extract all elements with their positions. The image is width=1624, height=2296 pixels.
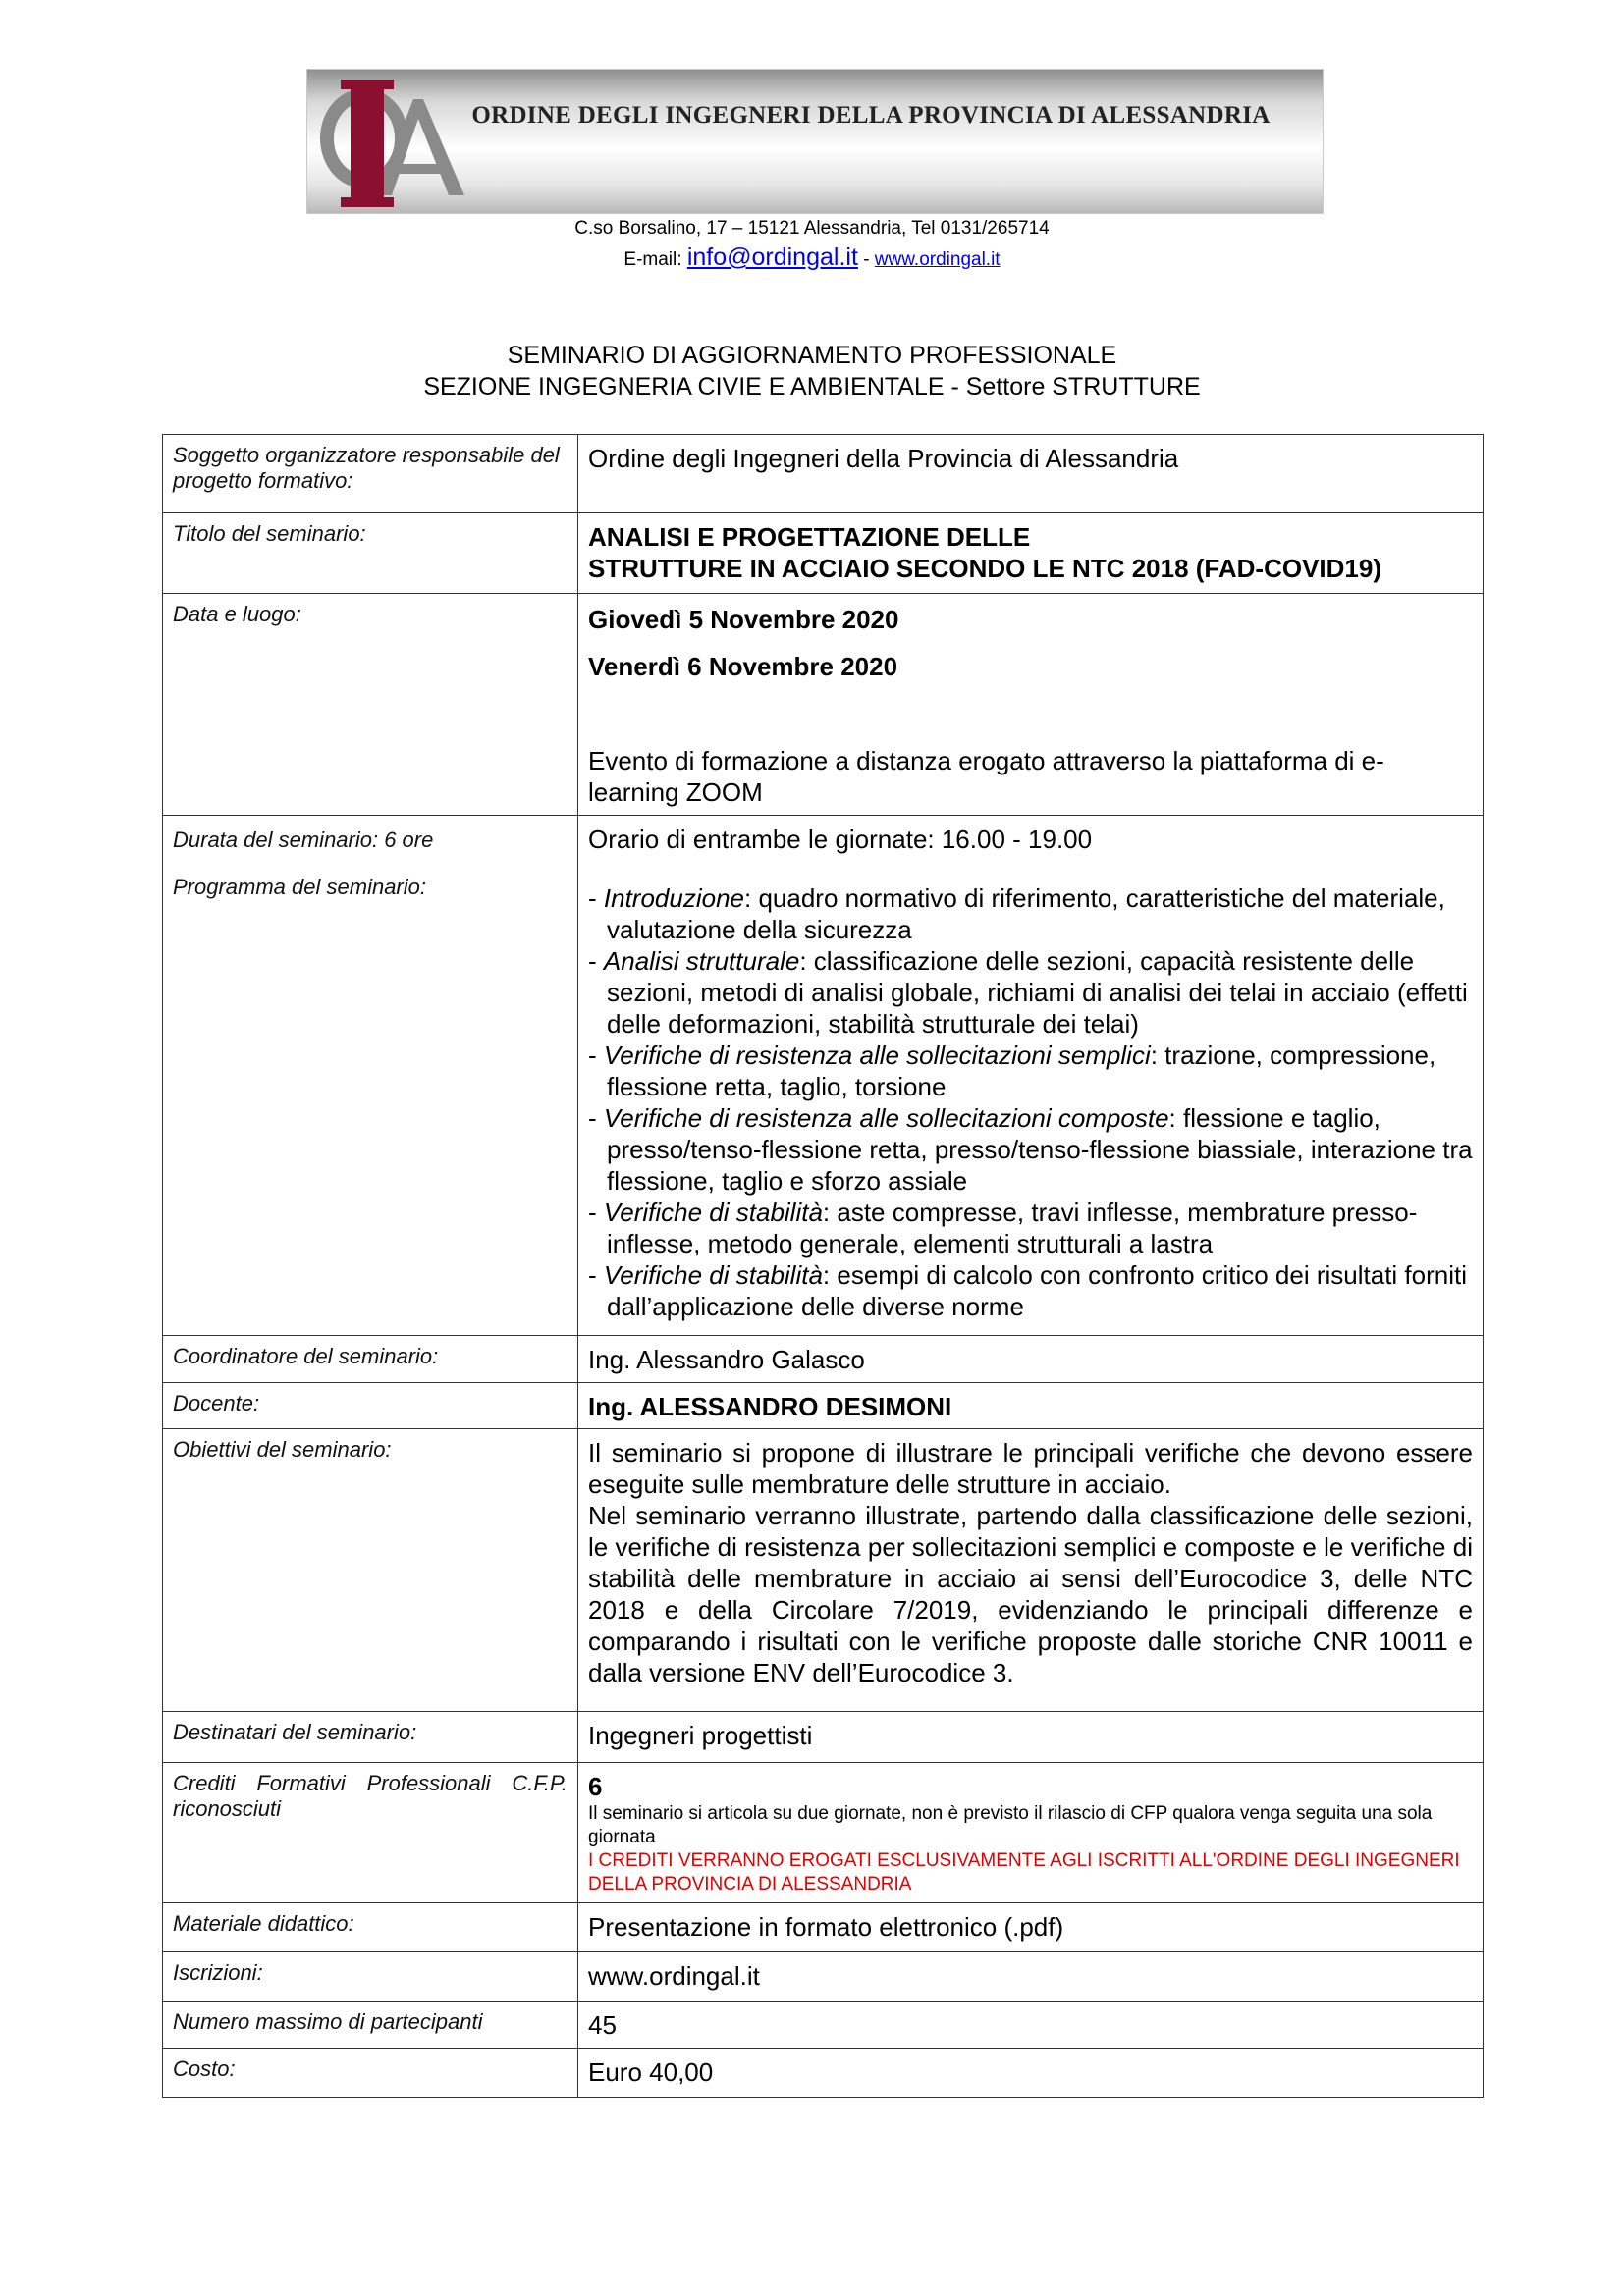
row-label: Coordinatore del seminario: [163, 1336, 578, 1383]
date-second: Venerdì 6 Novembre 2020 [588, 652, 898, 681]
row-label: Destinatari del seminario: [163, 1712, 578, 1763]
objectives-paragraph: Il seminario si propone di illustrare le principali verifiche che devono essere eseguite sulle membrature delle strutture in acciaio. [588, 1438, 1473, 1499]
row-label: Data e luogo: [163, 594, 578, 816]
row-label: Iscrizioni: [163, 1952, 578, 2002]
table-row [163, 435, 1484, 513]
audience-value: Ingegneri progettisti [578, 1712, 1484, 1763]
row-label: Soggetto organizzatore responsabile del progetto formativo: [163, 435, 578, 513]
program-desc: : quadro normativo di riferimento, caratteristiche del materiale, valutazione della sicurezza [607, 883, 1445, 944]
program-topic: Analisi strutturale [603, 946, 800, 976]
max-participants-value: 45 [578, 2002, 1484, 2049]
table-row [163, 1903, 1484, 1952]
contact-line [0, 243, 1624, 272]
date-place [578, 594, 1484, 816]
table-row [163, 1712, 1484, 1763]
event-note: Evento di formazione a distanza erogato attraverso la piattaforma di e-learning ZOOM [588, 746, 1384, 807]
program-topic: Introduzione [603, 883, 744, 913]
table-row [163, 1336, 1484, 1383]
organizer-value: Ordine degli Ingegneri della Provincia di Alessandria [578, 435, 1484, 513]
program-desc: : trazione, compressione, flessione retta, taglio, torsione [607, 1041, 1436, 1101]
material-value: Presentazione in formato elettronico (.pdf) [578, 1903, 1484, 1952]
table-row [163, 1763, 1484, 1903]
program-desc: : flessione e taglio, presso/tenso-flessione retta, presso/tenso-flessione biassiale, interazione tra flessione, taglio e sforzo assiale [607, 1103, 1473, 1196]
schedule: Orario di entrambe le giornate: 16.00 - 19.00 [588, 825, 1093, 854]
website-link[interactable]: www.ordingal.it [874, 249, 1001, 270]
order-logo-icon [307, 70, 494, 214]
credits-warning: I CREDITI VERRANNO EROGATI ESCLUSIVAMENTE AGLI ISCRITTI ALL'ORDINE DEGLI INGEGNERI DELLA PROVINCIA DI ALESSANDRIA [588, 1850, 1460, 1895]
credits-value: 6 [588, 1772, 603, 1801]
title-line: ANALISI E PROGETTAZIONE DELLE [588, 522, 1031, 552]
row-label: Crediti Formativi Professionali C.F.P. riconosciuti [163, 1763, 578, 1903]
seminar-info-table [162, 434, 1484, 2098]
banner-title: ORDINE DEGLI INGEGNERI DELLA PROVINCIA DI ALESSANDRIA [471, 102, 1271, 129]
row-label: Costo: [163, 2049, 578, 2098]
duration-label: Durata del seminario: 6 ore [173, 828, 434, 852]
program-cell [578, 816, 1484, 1336]
list-item: - Verifiche di resistenza alle sollecitazioni semplici: trazione, compressione, flessione retta, taglio, torsione [588, 1041, 1436, 1101]
separator: - [863, 249, 870, 270]
table-row [163, 594, 1484, 816]
row-label: Numero massimo di partecipanti [163, 2002, 578, 2049]
section-heading: SEZIONE INGEGNERIA CIVIE E AMBIENTALE - Settore STRUTTURE [423, 373, 1201, 400]
table-row [163, 1429, 1484, 1712]
header-banner [306, 69, 1324, 214]
row-label: Obiettivi del seminario: [163, 1429, 578, 1712]
address-line: C.so Borsalino, 17 – 15121 Alessandria, Tel 0131/265714 [574, 218, 1050, 239]
program-label-cell [163, 816, 578, 1336]
objectives-paragraph: Nel seminario verranno illustrate, partendo dalla classificazione delle sezioni, le verifiche di resistenza per sollecitazioni semplici e composte e le verifiche di stabilità delle membrature in acciaio ai sensi dell’Eurocodice 3, delle NTC 2018 e della Circolare 7/2019, evidenziando le principali differenze e comparando i risultati con le verifiche proposte dalle storiche CNR 10011 e dalla versione ENV dell’Eurocodice 3. [588, 1501, 1473, 1687]
row-label: Materiale didattico: [163, 1903, 578, 1952]
program-list [588, 882, 1473, 1322]
email-prefix: E-mail: [623, 249, 682, 270]
objectives-cell [578, 1429, 1484, 1712]
date-first: Giovedì 5 Novembre 2020 [588, 605, 899, 634]
list-item: - Analisi strutturale: classificazione delle sezioni, capacità resistente delle sezioni, metodi di analisi globale, richiami di analisi dei telai in acciaio (effetti delle deformazioni, stabilità strutturale dei telai) [588, 946, 1468, 1039]
program-label: Programma del seminario: [173, 875, 426, 899]
seminar-heading: SEMINARIO DI AGGIORNAMENTO PROFESSIONALE [507, 342, 1117, 369]
table-row [163, 2002, 1484, 2049]
row-label: Docente: [163, 1383, 578, 1429]
table-row [163, 2049, 1484, 2098]
table-row [163, 1383, 1484, 1429]
program-desc: : classificazione delle sezioni, capacità resistente delle sezioni, metodi di analisi globale, richiami di analisi dei telai in acciaio (effetti delle deformazioni, stabilità strutturale dei telai) [607, 946, 1468, 1039]
registration-value: www.ordingal.it [578, 1952, 1484, 2002]
list-item: - Verifiche di stabilità: aste compresse, travi inflesse, membrature presso-inflesse, metodo generale, elementi strutturali a lastra [588, 1198, 1418, 1258]
program-topic: Verifiche di resistenza alle sollecitazioni semplici [603, 1041, 1151, 1070]
email-link[interactable]: info@ordingal.it [686, 243, 858, 271]
credits-note: Il seminario si articola su due giornate, non è previsto il rilascio di CFP qualora venga seguita una sola giornata [588, 1803, 1433, 1847]
cost-value: Euro 40,00 [578, 2049, 1484, 2098]
row-label: Titolo del seminario: [163, 513, 578, 594]
table-row [163, 816, 1484, 1336]
list-item: - Verifiche di resistenza alle sollecitazioni composte: flessione e taglio, presso/tenso-flessione retta, presso/tenso-flessione biassiale, interazione tra flessione, taglio e sforzo assiale [588, 1103, 1473, 1196]
credits-cell [578, 1763, 1484, 1903]
program-topic: Verifiche di stabilità [603, 1198, 823, 1227]
program-desc: : esempi di calcolo con confronto critico dei risultati forniti dall’applicazione delle diverse norme [607, 1260, 1467, 1321]
title-line: STRUTTURE IN ACCIAIO SECONDO LE NTC 2018 (FAD-COVID19) [588, 554, 1382, 583]
program-topic: Verifiche di stabilità [603, 1260, 823, 1290]
teacher-value: Ing. ALESSANDRO DESIMONI [578, 1383, 1484, 1429]
table-row [163, 513, 1484, 594]
coordinator-value: Ing. Alessandro Galasco [578, 1336, 1484, 1383]
table-row [163, 1952, 1484, 2002]
seminar-title [578, 513, 1484, 594]
program-desc: : aste compresse, travi inflesse, membrature presso-inflesse, metodo generale, elementi strutturali a lastra [607, 1198, 1418, 1258]
list-item: - Verifiche di stabilità: esempi di calcolo con confronto critico dei risultati forniti dall’applicazione delle diverse norme [588, 1260, 1467, 1321]
program-topic: Verifiche di resistenza alle sollecitazioni composte [603, 1103, 1169, 1133]
list-item: - Introduzione: quadro normativo di riferimento, caratteristiche del materiale, valutazione della sicurezza [588, 883, 1445, 944]
